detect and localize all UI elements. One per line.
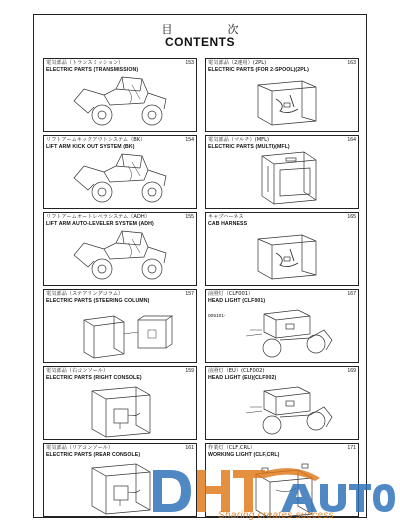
contents-grid — [43, 58, 359, 518]
entry-title-en: ELECTRIC PARTS (STEERING COLUMN) — [46, 297, 150, 304]
entry-page-number: 171 — [347, 445, 356, 451]
entry-page-number: 161 — [185, 445, 194, 451]
entry-title-en: ELECTRIC PARTS (MULTI)(MFL) — [208, 143, 290, 150]
page-header — [34, 15, 366, 55]
contents-entry[interactable] — [43, 366, 197, 440]
entry-title-jp: 電気部品（トランスミッション） — [46, 60, 124, 66]
entry-page-number: 163 — [347, 60, 356, 66]
loader-front-icon — [206, 367, 360, 441]
cab-frame-icon — [206, 136, 360, 210]
entry-title-jp: 作業灯（CLF,CRL） — [208, 445, 256, 451]
entry-title-jp: 電気部品（2速用）(2PL) — [208, 60, 267, 66]
entry-title-en: WORKING LIGHT (CLF,CRL) — [208, 451, 280, 458]
loader-wheeled-icon — [44, 59, 198, 133]
contents-entry[interactable] — [43, 289, 197, 363]
entry-page-number: 165 — [347, 214, 356, 220]
entry-title-en: CAB HARNESS — [208, 220, 248, 227]
loader-wheeled-icon — [44, 136, 198, 210]
cab-harness-icon — [206, 213, 360, 287]
contents-entry[interactable] — [43, 212, 197, 286]
entry-page-number: 169 — [347, 368, 356, 374]
title-english: CONTENTS — [165, 35, 235, 49]
title-japanese: 目 次 — [161, 23, 261, 36]
entry-title-jp: 電気部品（リアコンソール） — [46, 445, 114, 451]
cab-harness-icon — [206, 59, 360, 133]
contents-entry[interactable] — [205, 58, 359, 132]
entry-page-number: 155 — [185, 214, 194, 220]
contents-entry[interactable] — [43, 135, 197, 209]
entry-page-number: 153 — [185, 60, 194, 66]
steering-column-icon — [44, 290, 198, 364]
entry-title-en: LIFT ARM KICK OUT SYSTEM (BK) — [46, 143, 135, 150]
entry-title-jp: キャブハーネス — [208, 214, 244, 220]
contents-entry[interactable] — [205, 289, 359, 363]
contents-entry[interactable] — [205, 212, 359, 286]
entry-title-jp: リフトアームオートレベラシステム（ADH） — [46, 214, 150, 220]
entry-title-jp: 電気部品（ステアリングコラム） — [46, 291, 124, 297]
entry-page-number: 157 — [185, 291, 194, 297]
entry-page-number: 167 — [347, 291, 356, 297]
loader-front-icon — [206, 290, 360, 364]
contents-entry[interactable] — [43, 58, 197, 132]
entry-page-number: 159 — [185, 368, 194, 374]
entry-title-jp: 前照灯（EU）(CLF002) — [208, 368, 265, 374]
contents-entry[interactable] — [205, 366, 359, 440]
entry-title-jp: 電気部品（右コンソール） — [46, 368, 109, 374]
entry-title-jp: 前照灯（CLF001） — [208, 291, 254, 297]
entry-title-jp: 電気部品（マルチ）(MFL) — [208, 137, 270, 143]
console-icon — [44, 367, 198, 441]
entry-title-en: ELECTRIC PARTS (TRANSMISSION) — [46, 66, 139, 73]
contents-entry[interactable] — [205, 135, 359, 209]
entry-page-number: 154 — [185, 137, 194, 143]
entry-page-number: 164 — [347, 137, 356, 143]
contents-page — [33, 14, 367, 518]
entry-title-en: ELECTRIC PARTS (REAR CONSOLE) — [46, 451, 141, 458]
entry-serial-note: 005101- — [208, 314, 226, 319]
entry-title-en: HEAD LIGHT (CLF001) — [208, 297, 266, 304]
watermark-tagline: Sharing creates success — [218, 510, 334, 521]
entry-title-en: ELECTRIC PARTS (RIGHT CONSOLE) — [46, 374, 142, 381]
entry-title-en: LIFT ARM AUTO-LEVELER SYSTEM (ADH) — [46, 220, 154, 227]
entry-title-en: ELECTRIC PARTS (FOR 2-SPOOL)(2PL) — [208, 66, 309, 73]
entry-title-jp: リフトアームキックアウトシステム（BK） — [46, 137, 146, 143]
loader-wheeled-icon — [44, 213, 198, 287]
entry-title-en: HEAD LIGHT (EU)(CLF002) — [208, 374, 277, 381]
